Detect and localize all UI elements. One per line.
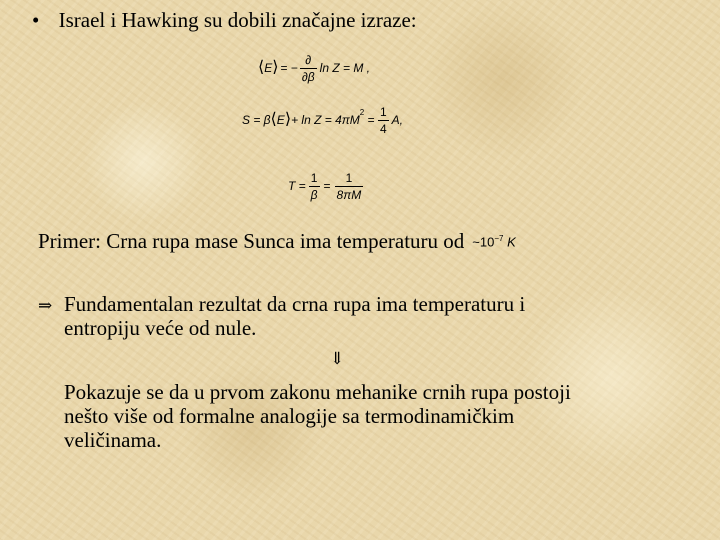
eq3-denominator-2: 8πM: [336, 187, 362, 202]
eq2-var: E: [276, 113, 285, 127]
eq1-numerator: ∂: [300, 53, 317, 69]
conclusion-line2: nešto više od formalne analogije sa termodinamičkim: [64, 404, 515, 428]
eq3-equals: =: [323, 179, 331, 193]
eq1-var: E: [264, 61, 273, 75]
left-angle-bracket: ⟨: [258, 59, 265, 76]
implies-item: [38, 292, 698, 340]
eq3-fraction-2: [335, 171, 364, 202]
right-angle-bracket: ⟩: [284, 111, 292, 128]
bullet-item: [32, 8, 417, 32]
eq1-rhs: ln Z = M ,: [319, 61, 371, 75]
temperature-prefix: ~10: [472, 234, 495, 250]
bullet-text: Israel i Hawking su dobili značajne izraze:: [58, 8, 417, 32]
eq2-denominator: 4: [379, 121, 387, 136]
down-arrow-icon: ⇓: [330, 349, 345, 368]
left-angle-bracket: ⟨: [270, 111, 277, 128]
eq1-denominator: ∂β: [301, 69, 315, 84]
conclusion-block: [64, 380, 704, 452]
eq1-fraction: [300, 53, 317, 84]
temperature-unit: K: [507, 234, 516, 250]
eq2-mid: + ln Z = 4πM: [291, 113, 360, 127]
equation-entropy: [242, 102, 403, 138]
eq2-exponent: 2: [359, 108, 365, 117]
example-line: [38, 227, 516, 254]
eq3-numerator-1: 1: [309, 171, 320, 187]
eq1-equals: = −: [280, 61, 298, 75]
bullet-symbol: •: [32, 8, 40, 32]
eq3-fraction-1: [309, 171, 320, 202]
temperature-exponent: −7: [494, 234, 504, 243]
eq3-numerator-2: 1: [335, 171, 364, 187]
implies-text-line1: Fundamentalan rezultat da crna rupa ima temperaturu i: [64, 292, 526, 316]
eq2-rhs: A,: [391, 113, 403, 127]
right-angle-bracket: ⟩: [272, 59, 279, 76]
conclusion-line3: veličinama.: [64, 428, 162, 452]
implies-arrow-icon: ⇒: [38, 296, 53, 315]
conclusion-line1: Pokazuje se da u prvom zakonu mehanike crnih rupa postoji: [64, 380, 571, 404]
eq3-lhs: T =: [288, 179, 306, 193]
eq2-equals: =: [364, 113, 378, 127]
equation-temperature: [288, 166, 363, 206]
eq3-denominator-1: β: [310, 187, 318, 202]
implies-text-line2: entropiju veće od nule.: [64, 316, 257, 340]
eq2-lhs: S = β: [242, 113, 271, 127]
eq2-fraction: [378, 105, 389, 136]
eq2-numerator: 1: [379, 104, 387, 119]
equation-energy: [258, 50, 370, 86]
temperature-value: [472, 227, 515, 254]
example-text: Primer: Crna rupa mase Sunca ima temperaturu od: [38, 228, 465, 253]
